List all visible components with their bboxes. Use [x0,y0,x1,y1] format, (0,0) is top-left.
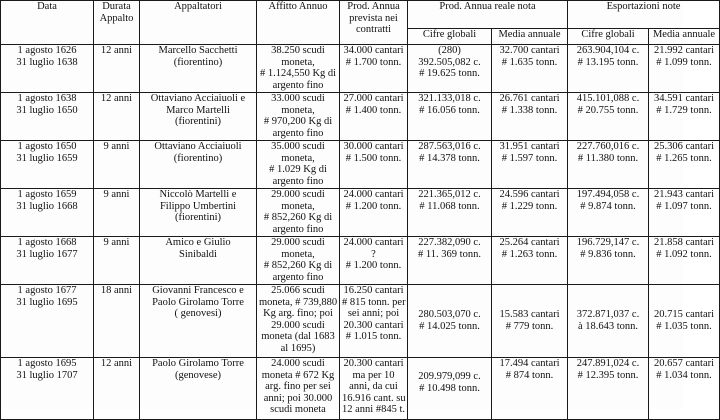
cell-media-annuale: 31.951 cantari # 1.597 tonn. [492,141,568,189]
header-exp-media-annuale: Media annuale [649,29,720,45]
cell-affitto: 35.000 scudi moneta, # 1.029 Kg di argento fino [257,141,340,189]
cell-date: 1 agosto 1695 31 luglio 1707 [1,358,94,420]
table-row [1,358,720,420]
cell-affitto: 24.000 scudi moneta # 672 Kg arg. fino per sei anni; poi 30.000 scudi moneta [257,358,340,420]
header-exp-cifre-globali: Cifre globali [568,29,649,45]
header-esportazioni: Esportazioni note [568,1,720,29]
cell-date: 1 agosto 1650 31 luglio 1659 [1,141,94,189]
header-prod-reale: Prod. Annua reale nota [408,1,568,29]
table-row [1,285,720,358]
cell-appaltatori: Niccolò Martelli e Filippo Umbertini (fiorentini) [140,189,257,237]
cell-media-annuale: 17.494 cantari # 874 tonn. [492,358,568,420]
cell-exp-media-annuale: 21.858 cantari # 1.092 tonn. [649,237,720,285]
cell-appaltatori: Ottaviano Acciaiuoli e Marco Martelli (fiorentini) [140,93,257,141]
cell-durata: 12 anni [94,93,140,141]
cell-cifre-globali: 287.563,016 c. # 14.378 tonn. [408,141,492,189]
cell-affitto: 33.000 scudi moneta, # 970,200 Kg di argento fino [257,93,340,141]
cell-affitto: 29.000 scudi moneta, # 852,260 Kg di argento fino [257,237,340,285]
cell-prod-prevista: 24.000 cantari # 1.200 tonn. [340,189,408,237]
cell-durata: 9 anni [94,237,140,285]
cell-exp-cifre-globali: 372.871,037 c. à 18.643 tonn. [568,285,649,358]
cell-prod-prevista: 20.300 cantari ma per 10 anni, da cui 16.916 cant. su 12 anni #845 t. [340,358,408,420]
cell-date: 1 agosto 1677 31 luglio 1695 [1,285,94,358]
cell-date: 1 agosto 1638 31 luglio 1650 [1,93,94,141]
cell-exp-media-annuale: 34.591 cantari # 1.729 tonn. [649,93,720,141]
header-media-annuale: Media annuale [492,29,568,45]
cell-exp-cifre-globali: 196.729,147 c. # 9.836 tonn. [568,237,649,285]
header-affitto: Affitto Annuo [257,1,340,45]
cell-prod-prevista: 30.000 cantari # 1.500 tonn. [340,141,408,189]
cell-exp-cifre-globali: 247.891,024 c. # 12.395 tonn. [568,358,649,420]
cell-media-annuale: 24.596 cantari # 1.229 tonn. [492,189,568,237]
cell-cifre-globali: 209.979,099 c. # 10.498 tonn. [408,358,492,420]
cell-exp-cifre-globali: 263.904,104 c. # 13.195 tonn. [568,45,649,93]
cell-affitto: 38.250 scudi moneta, # 1.124,550 Kg di argento fino [257,45,340,93]
header-cifre-globali: Cifre globali [408,29,492,45]
cell-appaltatori: Giovanni Francesco e Paolo Girolamo Torre ( genovesi) [140,285,257,358]
cell-exp-media-annuale: 25.306 cantari # 1.265 tonn. [649,141,720,189]
cell-date: 1 agosto 1668 31 luglio 1677 [1,237,94,285]
cell-affitto: 29.000 scudi moneta, # 852,260 Kg di argento fino [257,189,340,237]
cell-affitto: 25.066 scudi moneta, # 739,880 Kg arg. fino; poi 29.000 scudi moneta (dal 1683 al 1695) [257,285,340,358]
cell-appaltatori: Amico e Giulio Sinibaldi [140,237,257,285]
cell-cifre-globali: 227.382,090 c. # 11. 369 tonn. [408,237,492,285]
cell-date: 1 agosto 1659 31 luglio 1668 [1,189,94,237]
table-row [1,189,720,237]
table-row [1,93,720,141]
cell-exp-cifre-globali: 227.760,016 c. # 11.380 tonn. [568,141,649,189]
cell-exp-media-annuale: 20.715 cantari # 1.035 tonn. [649,285,720,358]
cell-media-annuale: 32.700 cantari # 1.635 tonn. [492,45,568,93]
header-appaltatori: Appaltatori [140,1,257,45]
table-row [1,45,720,93]
cell-durata: 12 anni [94,45,140,93]
cell-durata: 9 anni [94,189,140,237]
header-data: Data [1,1,94,45]
cell-prod-prevista: 24.000 cantari ? # 1.200 tonn. [340,237,408,285]
cell-exp-media-annuale: 20.657 cantari # 1.034 tonn. [649,358,720,420]
cell-appaltatori: Ottaviano Acciaiuoli (fiorentino) [140,141,257,189]
header-durata: Durata Appalto [94,1,140,45]
cell-media-annuale: 26.761 cantari # 1.338 tonn. [492,93,568,141]
cell-date: 1 agosto 1626 31 luglio 1638 [1,45,94,93]
cell-prod-prevista: 27.000 cantari # 1.400 tonn. [340,93,408,141]
cell-durata: 9 anni [94,141,140,189]
cell-exp-cifre-globali: 415.101,088 c. # 20.755 tonn. [568,93,649,141]
cell-appaltatori: Paolo Girolamo Torre (genovese) [140,358,257,420]
table-row [1,237,720,285]
cell-cifre-globali: 321.133,018 c. # 16.056 tonn. [408,93,492,141]
cell-cifre-globali: 221.365,012 c. # 11.068 tonn. [408,189,492,237]
cell-appaltatori: Marcello Sacchetti (fiorentino) [140,45,257,93]
cell-durata: 12 anni [94,358,140,420]
cell-media-annuale: 25.264 cantari # 1.263 tonn. [492,237,568,285]
cell-exp-media-annuale: 21.943 cantari # 1.097 tonn. [649,189,720,237]
header-prod-prevista: Prod. Annua prevista nei contratti [340,1,408,45]
cell-exp-cifre-globali: 197.494,058 c. # 9.874 tonn. [568,189,649,237]
cell-cifre-globali: 280.503,070 c. # 14.025 tonn. [408,285,492,358]
cell-durata: 18 anni [94,285,140,358]
cell-exp-media-annuale: 21.992 cantari # 1.099 tonn. [649,45,720,93]
cell-prod-prevista: 34.000 cantari # 1.700 tonn. [340,45,408,93]
cell-prod-prevista: 16.250 cantari # 815 tonn. per sei anni; poi 20.300 cantari # 1.015 tonn. [340,285,408,358]
cell-cifre-globali: (280) 392.505,082 c. # 19.625 tonn. [408,45,492,93]
table-row [1,141,720,189]
cell-media-annuale: 15.583 cantari # 779 tonn. [492,285,568,358]
